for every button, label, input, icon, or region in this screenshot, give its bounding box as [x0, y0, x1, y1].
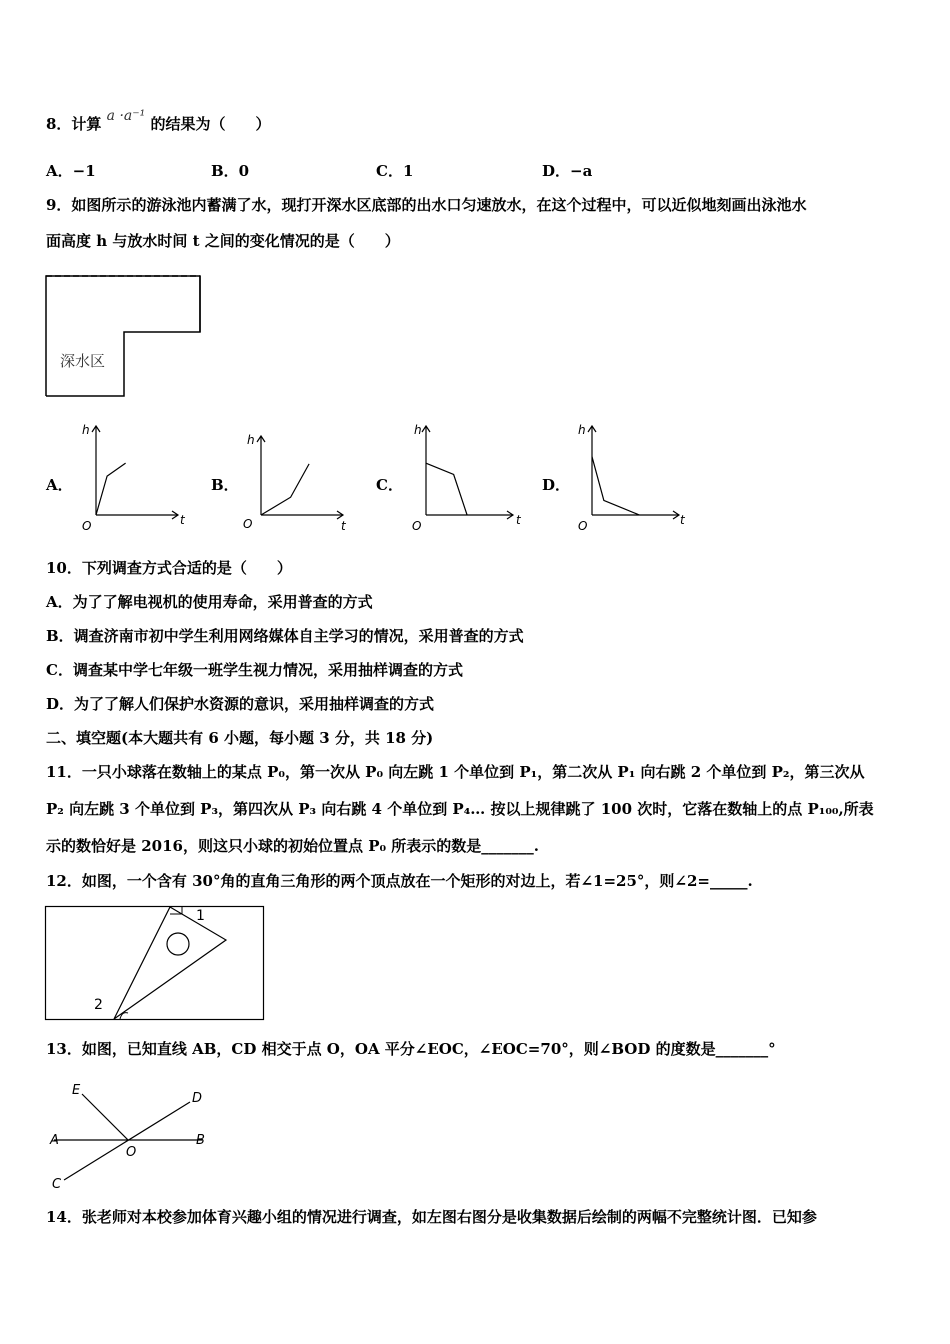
q8-expression: a ·a⁻¹ [106, 108, 146, 124]
q11-line2: P₂ 向左跳 3 个单位到 P₃，第四次从 P₃ 向右跳 4 个单位到 P₄… 按以上规律跳了 100 次时，它落在数轴上的点 P₁₀₀,所表 [46, 800, 874, 818]
q12-stem: 12．如图，一个含有 30°角的直角三角形的两个顶点放在一个矩形的对边上，若∠1=25°，则∠2=_____. [46, 872, 753, 890]
graph-option-d [572, 420, 697, 535]
q10-option-a: A．为了了解电视机的使用寿命，采用普查的方式 [46, 593, 373, 611]
graph-a-h-label: h [82, 423, 90, 437]
q10-option-d: D．为了了解人们保护水资源的意识，采用抽样调查的方式 [46, 695, 435, 713]
q9-stem-line2: 面高度 h 与放水时间 t 之间的变化情况的是（ ） [46, 232, 400, 250]
graph-b-h-label: h [247, 433, 255, 447]
point-d-label: D [192, 1091, 203, 1106]
graph-option-b [241, 430, 361, 535]
q8-option-d: D．−a [542, 162, 593, 180]
graph-option-c [406, 420, 531, 535]
deep-zone-label: 深水区 [60, 352, 106, 370]
pool-diagram [40, 268, 220, 403]
point-a-label: A [50, 1133, 59, 1148]
q12-triangle [114, 907, 226, 1019]
graph-a-t-label: t [180, 513, 185, 527]
graph-a-origin-label: O [82, 519, 92, 533]
q10-stem: 10．下列调查方式合适的是（ ） [46, 559, 292, 577]
q8-option-c: C．1 [376, 162, 414, 180]
graph-c-h-label: h [414, 423, 422, 437]
q13-figure [44, 1076, 224, 1196]
point-c-label: C [52, 1177, 62, 1192]
q9-stem-line1: 9．如图所示的游泳池内蓄满了水，现打开深水区底部的出水口匀速放水，在这个过程中，可以近似地刻画出泳池水 [46, 196, 807, 214]
graph-c-origin-label: O [412, 519, 422, 533]
graph-d-h-label: h [578, 423, 586, 437]
graph-b-curve [261, 464, 309, 515]
q12-rectangle [46, 907, 264, 1020]
q8-stem [46, 108, 271, 135]
point-o-label: O [126, 1145, 137, 1160]
line-cd [64, 1102, 190, 1180]
graph-c-t-label: t [516, 513, 521, 527]
q14-stem: 14．张老师对本校参加体育兴趣小组的情况进行调查，如左图右图分是收集数据后绘制的两幅不完整统计图．已知参 [46, 1208, 817, 1226]
graph-b-t-label: t [341, 519, 346, 533]
graph-d-t-label: t [680, 513, 685, 527]
point-e-label: E [72, 1083, 81, 1098]
q8-option-a: A．−1 [46, 162, 96, 180]
q8-prefix: 8．计算 [46, 115, 102, 133]
q9-option-a-label: A． [46, 476, 73, 494]
graph-d-origin-label: O [578, 519, 588, 533]
q11-line1: 11．一只小球落在数轴上的某点 P₀，第一次从 P₀ 向左跳 1 个单位到 P₁，第二次从 P₁ 向右跳 2 个单位到 P₂，第三次从 [46, 763, 865, 781]
graph-a-curve [96, 463, 126, 515]
q13-stem: 13．如图，已知直线 AB，CD 相交于点 O，OA 平分∠EOC，∠EOC=70°，则∠BOD 的度数是_______° [46, 1040, 776, 1058]
q9-option-c-label: C． [376, 476, 403, 494]
q12-angle1-label: 1 [196, 908, 205, 924]
q10-option-b: B．调查济南市初中学生利用网络媒体自主学习的情况，采用普查的方式 [46, 627, 524, 645]
graph-b-axes [257, 436, 343, 519]
graph-c-axes [422, 426, 513, 519]
q9-option-b-label: B． [211, 476, 239, 494]
graph-d-axes [588, 426, 679, 519]
q8-suffix: 的结果为（ ） [150, 115, 271, 133]
section-2-heading: 二、填空题(本大题共有 6 小题，每小题 3 分，共 18 分) [46, 729, 434, 747]
q12-triangle-hole [167, 933, 189, 955]
graph-c-curve [426, 463, 467, 515]
q8-option-b: B．0 [211, 162, 250, 180]
ray-oe [82, 1094, 128, 1140]
point-b-label: B [196, 1133, 205, 1148]
graph-b-origin-label: O [243, 517, 253, 531]
q12-figure [44, 905, 266, 1022]
q10-option-c: C．调查某中学七年级一班学生视力情况，采用抽样调查的方式 [46, 661, 463, 679]
q12-angle2-label: 2 [94, 997, 103, 1013]
graph-option-a [76, 420, 196, 535]
graph-a-axes [92, 426, 178, 519]
graph-d-curve [592, 457, 639, 515]
q11-line3: 示的数恰好是 2016，则这只小球的初始位置点 P₀ 所表示的数是_______. [46, 837, 539, 855]
q9-option-d-label: D． [542, 476, 571, 494]
